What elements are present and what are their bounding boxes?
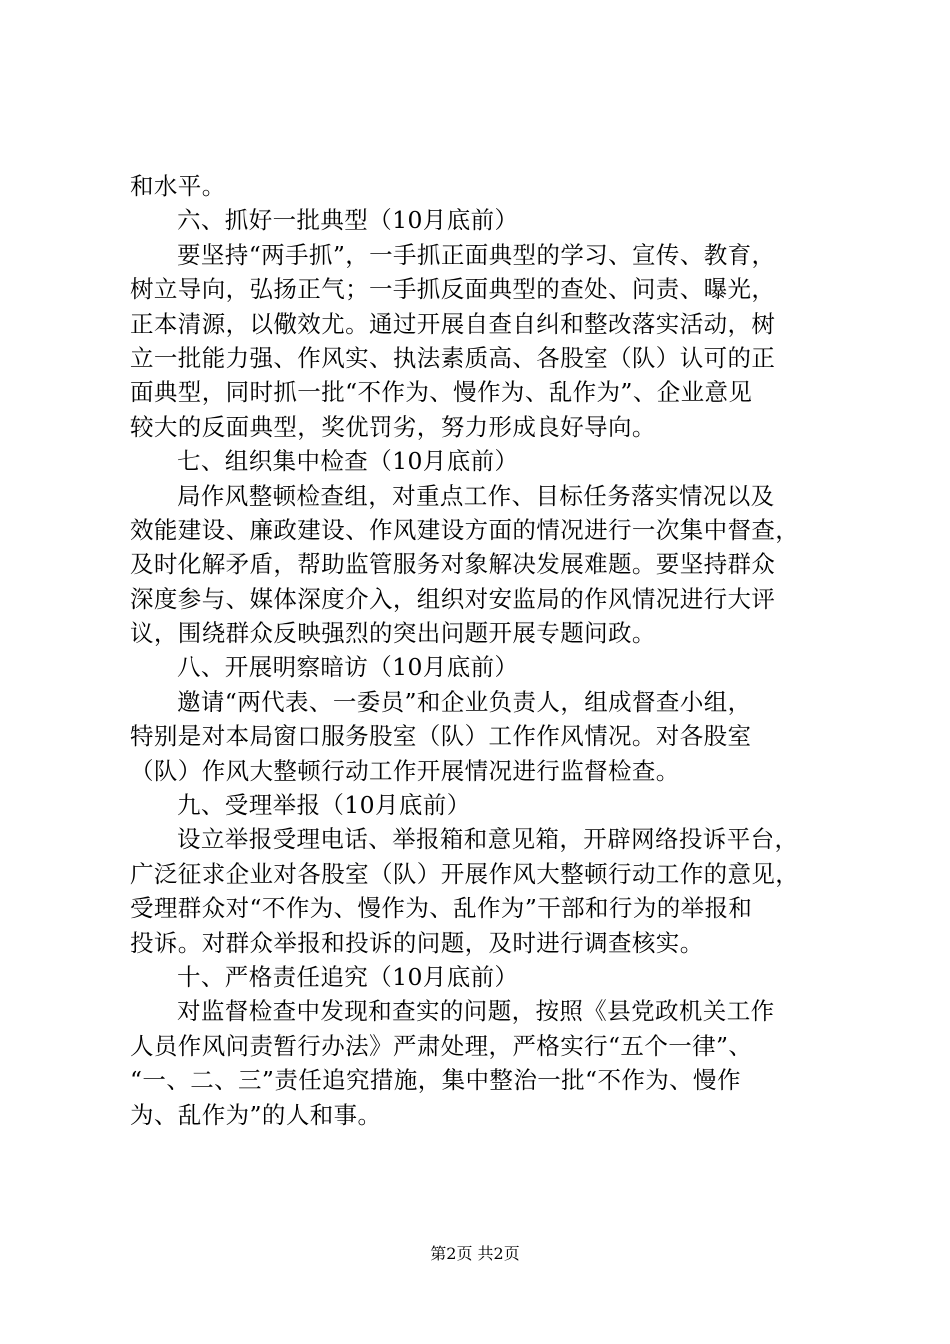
paragraph-line: 投诉。对群众举报和投诉的问题，及时进行调查核实。 — [130, 928, 704, 957]
paragraph-line: 树立导向，弘扬正气；一手抓反面典型的查处、问责、曝光， — [130, 275, 776, 304]
paragraph-line: （队）作风大整顿行动工作开展情况进行监督检查。 — [130, 756, 680, 785]
paragraph-line: “一、二、三”责任追究措施，集中整治一批“不作为、慢作 — [130, 1066, 741, 1095]
paragraph-line: 面典型，同时抓一批“不作为、慢作为、乱作为”、企业意见 — [130, 378, 753, 407]
paragraph-first-line: 邀请“两代表、一委员”和企业负责人，组成督查小组， — [177, 687, 752, 716]
paragraph-line: 特别是对本局窗口服务股室（队）工作作风情况。对各股室 — [130, 722, 752, 751]
paragraph-line: 立一批能力强、作风实、执法素质高、各股室（队）认可的正 — [130, 343, 776, 372]
paragraph-line: 人员作风问责暂行办法》严肃处理，严格实行“五个一律”、 — [130, 1031, 753, 1060]
paragraph-first-line: 九、受理举报（10月底前） — [177, 791, 471, 820]
paragraph-first-line: 对监督检查中发现和查实的问题，按照《县党政机关工作 — [177, 997, 775, 1026]
paragraph-first-line: 局作风整顿检查组，对重点工作、目标任务落实情况以及 — [177, 481, 775, 510]
paragraph-first-line: 设立举报受理电话、举报箱和意见箱，开辟网络投诉平台， — [177, 825, 799, 854]
paragraph-line: 正本清源，以儆效尤。通过开展自查自纠和整改落实活动，树 — [130, 309, 776, 338]
paragraph-line: 效能建设、廉政建设、作风建设方面的情况进行一次集中督查， — [130, 515, 800, 544]
paragraph-first-line: 六、抓好一批典型（10月底前） — [177, 206, 519, 235]
paragraph-first-line: 七、组织集中检查（10月底前） — [177, 447, 519, 476]
paragraph-line: 为、乱作为”的人和事。 — [130, 1100, 382, 1129]
paragraph-line: 及时化解矛盾，帮助监管服务对象解决发展难题。要坚持群众 — [130, 550, 776, 579]
paragraph-line: 较大的反面典型，奖优罚劣，努力形成良好导向。 — [130, 412, 656, 441]
paragraph-line: 深度参与、媒体深度介入，组织对安监局的作风情况进行大评 — [130, 584, 776, 613]
paragraph-line: 和水平。 — [130, 172, 226, 200]
document-body — [130, 169, 840, 1132]
paragraph-first-line: 十、严格责任追究（10月底前） — [177, 962, 519, 991]
paragraph-line: 广泛征求企业对各股室（队）开展作风大整顿行动工作的意见， — [130, 859, 800, 888]
paragraph-first-line: 八、开展明察暗访（10月底前） — [177, 653, 519, 682]
page-footer: 第2页 共2页 — [430, 1244, 520, 1263]
paragraph-line: 受理群众对“不作为、慢作为、乱作为”干部和行为的举报和 — [130, 894, 753, 923]
paragraph-first-line: 要坚持“两手抓”，一手抓正面典型的学习、宣传、教育， — [177, 240, 776, 269]
paragraph-line: 议，围绕群众反映强烈的突出问题开展专题问政。 — [130, 619, 656, 648]
